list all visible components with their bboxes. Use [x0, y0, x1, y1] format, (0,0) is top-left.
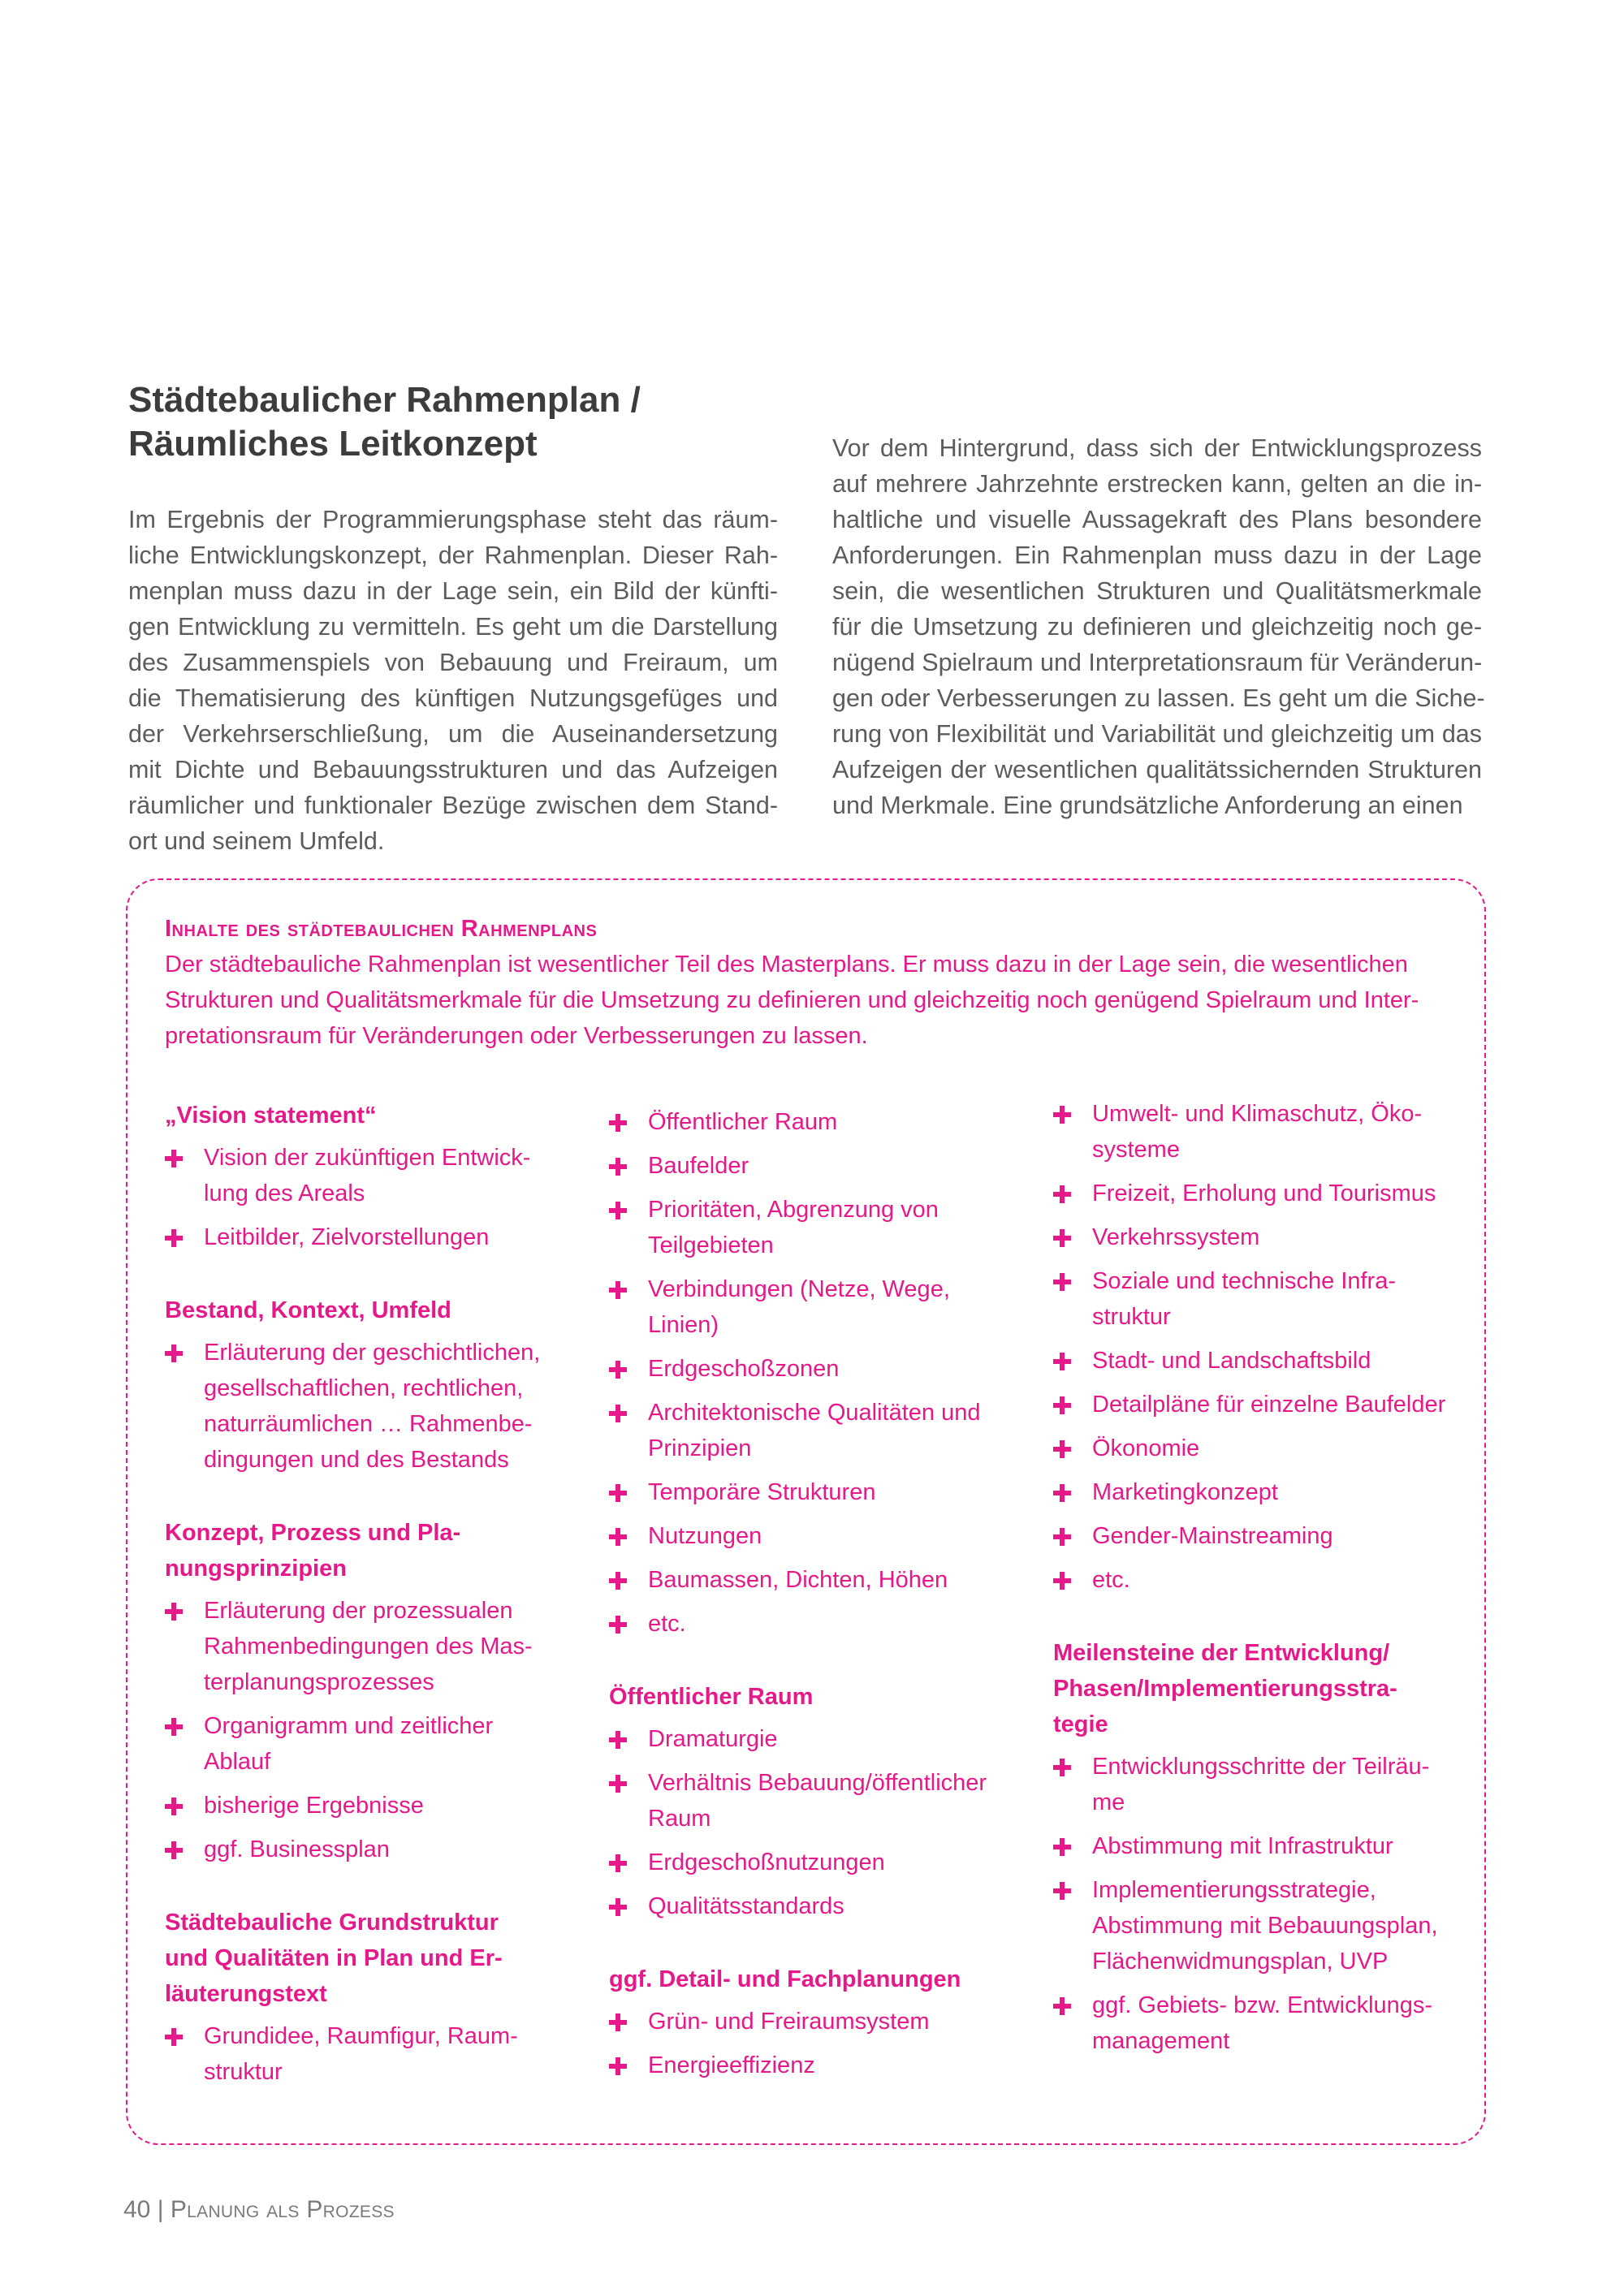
- plus-bullet-icon: [1053, 1882, 1071, 1900]
- list-item-line: Prinzipien: [648, 1435, 752, 1461]
- section-gap: [609, 1650, 1031, 1679]
- plus-bullet-icon: [609, 1361, 627, 1379]
- list-item: [165, 2018, 587, 2090]
- list-item-line: ggf. Gebiets- bzw. Entwicklungs-: [1092, 1992, 1433, 2018]
- list-item-line: Verbindungen (Netze, Wege,: [648, 1276, 950, 1302]
- list-item-line: naturräumlichen … Rahmenbe-: [204, 1411, 533, 1437]
- paragraph-line: Im Ergebnis der Programmierungsphase steht das räum-: [128, 506, 778, 533]
- list-item-line: Abstimmung mit Bebauungsplan,: [1092, 1913, 1438, 1939]
- plus-bullet-icon: [1053, 1838, 1071, 1856]
- list-item-line: struktur: [1092, 1304, 1171, 1330]
- section-heading-line: nungsprinzipien: [165, 1556, 347, 1582]
- list-item-line: Linien): [648, 1312, 719, 1338]
- paragraph-line: Aufzeigen der wesentlichen qualitätssichernden Strukturen: [832, 756, 1482, 783]
- list-item: [609, 1351, 1031, 1387]
- plus-bullet-icon: [609, 1281, 627, 1299]
- plus-bullet-icon: [609, 1405, 627, 1422]
- list-item-line: me: [1092, 1789, 1125, 1815]
- section-heading: [165, 1905, 587, 2012]
- plus-bullet-icon: [1053, 1440, 1071, 1458]
- section-heading: [165, 1293, 587, 1328]
- list-item: [609, 1192, 1031, 1263]
- list-item-line: Soziale und technische Infra-: [1092, 1268, 1396, 1294]
- list-item: [165, 1140, 587, 1211]
- paragraph-line: räumlicher und funktionaler Bezüge zwischen dem Stand-: [128, 792, 778, 819]
- list-item: [609, 1765, 1031, 1836]
- paragraph-line: für die Umsetzung zu definieren und gleichzeitig noch ge-: [832, 613, 1482, 641]
- list-item-line: struktur: [204, 2059, 283, 2085]
- chapter-title: Planung als Prozess: [170, 2196, 395, 2223]
- plus-bullet-icon: [609, 1731, 627, 1749]
- plus-bullet-icon: [1053, 1273, 1071, 1291]
- list-item: [609, 1395, 1031, 1466]
- section-heading-line: tegie: [1053, 1711, 1108, 1737]
- list-item-line: Abstimmung mit Infrastruktur: [1092, 1833, 1393, 1859]
- content-column-2: [609, 1104, 1031, 2091]
- list-item-line: Qualitätsstandards: [648, 1893, 844, 1919]
- list-item: [165, 1788, 587, 1823]
- list-item: [609, 1606, 1031, 1642]
- plus-bullet-icon: [165, 1718, 183, 1736]
- plus-bullet-icon: [609, 1114, 627, 1132]
- list-item-line: Architektonische Qualitäten und: [648, 1400, 981, 1426]
- intro-right-paragraph: [832, 430, 1485, 823]
- list-item: [609, 1271, 1031, 1343]
- section-gap: [165, 1486, 587, 1515]
- info-box-intro: [165, 947, 1440, 1054]
- heading-line: Städtebaulicher Rahmenplan /: [128, 380, 641, 420]
- section-gap: [1053, 1606, 1475, 1635]
- list-item: [165, 1832, 587, 1867]
- list-item-line: Gender-Mainstreaming: [1092, 1523, 1333, 1549]
- plus-bullet-icon: [609, 2013, 627, 2031]
- section-heading-line: Konzept, Prozess und Pla-: [165, 1520, 461, 1546]
- section-heading: [1053, 1635, 1475, 1742]
- list-item-line: Baufelder: [648, 1153, 749, 1179]
- list-item-line: etc.: [1092, 1567, 1130, 1593]
- plus-bullet-icon: [609, 1775, 627, 1793]
- paragraph-line: menplan muss dazu in der Lage sein, ein Bild der künfti-: [128, 577, 778, 605]
- section-heading-line: ggf. Detail- und Fachplanungen: [609, 1966, 961, 1992]
- info-box-intro-line: Der städtebauliche Rahmenplan ist wesentlicher Teil des Masterplans. Er muss dazu in der Lage sein, die wesentlichen: [165, 952, 1408, 978]
- plus-bullet-icon: [165, 1150, 183, 1167]
- list-item-line: Rahmenbedingungen des Mas-: [204, 1634, 533, 1659]
- section-heading-line: Bestand, Kontext, Umfeld: [165, 1297, 451, 1323]
- section-gap: [165, 1875, 587, 1905]
- info-box-intro-line: pretationsraum für Veränderungen oder Verbesserungen zu lassen.: [165, 1023, 868, 1049]
- list-item-line: Nutzungen: [648, 1523, 762, 1549]
- paragraph-line: sein, die wesentlichen Strukturen und Qualitätsmerkmale: [832, 577, 1482, 605]
- list-item: [165, 1219, 587, 1255]
- list-item-line: terplanungsprozesses: [204, 1669, 434, 1695]
- paragraph-line: des Zusammenspiels von Bebauung und Freiraum, um: [128, 649, 778, 676]
- plus-bullet-icon: [609, 1898, 627, 1916]
- plus-bullet-icon: [165, 1603, 183, 1621]
- plus-bullet-icon: [609, 1528, 627, 1546]
- section-heading-line: und Qualitäten in Plan und Er-: [165, 1945, 503, 1971]
- section-heading-line: Phasen/Implementierungsstra-: [1053, 1676, 1397, 1702]
- list-item-line: Ökonomie: [1092, 1435, 1200, 1461]
- list-item-line: systeme: [1092, 1137, 1180, 1163]
- paragraph-line: ort und seinem Umfeld.: [128, 827, 385, 855]
- plus-bullet-icon: [609, 1484, 627, 1502]
- plus-bullet-icon: [165, 1229, 183, 1247]
- list-item: [1053, 1987, 1475, 2059]
- paragraph-line: die Thematisierung des künftigen Nutzungsgefüges und: [128, 684, 778, 712]
- list-item: [165, 1335, 587, 1478]
- list-item: [165, 1593, 587, 1700]
- plus-bullet-icon: [1053, 1997, 1071, 2015]
- list-item: [1053, 1219, 1475, 1255]
- section-gap: [165, 1263, 587, 1293]
- intro-left-paragraph: [128, 502, 778, 859]
- info-box-title: Inhalte des städtebaulichen Rahmenplans: [165, 916, 598, 942]
- plus-bullet-icon: [609, 1854, 627, 1872]
- list-item-line: Prioritäten, Abgrenzung von: [648, 1197, 939, 1223]
- paragraph-line: mit Dichte und Bebauungsstrukturen und das Aufzeigen: [128, 756, 778, 783]
- section-heading-line: Städtebauliche Grundstruktur: [165, 1910, 499, 1936]
- list-item-line: Temporäre Strukturen: [648, 1479, 876, 1505]
- list-item-line: Erdgeschoßnutzungen: [648, 1849, 885, 1875]
- list-item: [1053, 1474, 1475, 1510]
- list-item-line: Teilgebieten: [648, 1232, 774, 1258]
- list-item-line: Grundidee, Raumfigur, Raum-: [204, 2023, 518, 2049]
- plus-bullet-icon: [165, 1798, 183, 1815]
- list-item: [609, 1562, 1031, 1598]
- section-heading-line: Öffentlicher Raum: [609, 1684, 814, 1710]
- paragraph-line: und Merkmale. Eine grundsätzliche Anforderung an einen: [832, 792, 1463, 819]
- list-item-line: Implementierungsstrategie,: [1092, 1877, 1376, 1903]
- list-item-line: Grün- und Freiraumsystem: [648, 2009, 930, 2035]
- section-heading: [609, 1962, 1031, 1997]
- list-item: [609, 1888, 1031, 1924]
- list-item: [1053, 1343, 1475, 1379]
- section-heading: [165, 1098, 587, 1133]
- list-item-line: Stadt- und Landschaftsbild: [1092, 1348, 1371, 1374]
- info-box-intro-line: Strukturen und Qualitätsmerkmale für die Umsetzung zu definieren und gleichzeitig noch genügend Spielraum und Inter-: [165, 987, 1419, 1013]
- list-item: [165, 1708, 587, 1780]
- page-heading: [128, 378, 810, 466]
- paragraph-line: gen oder Verbesserungen zu lassen. Es geht um die Siche-: [832, 684, 1485, 712]
- page-number: 40: [123, 2196, 151, 2223]
- list-item-line: Umwelt- und Klimaschutz, Öko-: [1092, 1101, 1423, 1127]
- list-item: [609, 1148, 1031, 1184]
- list-item: [609, 1104, 1031, 1140]
- section-gap: [609, 1932, 1031, 1962]
- list-item-line: Flächenwidmungsplan, UVP: [1092, 1949, 1389, 1974]
- list-item-line: Organigramm und zeitlicher: [204, 1713, 494, 1739]
- list-item-line: Öffentlicher Raum: [648, 1109, 838, 1135]
- list-item-line: Erdgeschoßzonen: [648, 1356, 840, 1382]
- list-item: [609, 2004, 1031, 2039]
- list-item-line: Raum: [648, 1806, 711, 1832]
- list-item-line: Baumassen, Dichten, Höhen: [648, 1567, 948, 1593]
- list-item-line: gesellschaftlichen, rechtlichen,: [204, 1375, 524, 1401]
- list-item: [609, 1721, 1031, 1757]
- list-item-line: etc.: [648, 1611, 686, 1637]
- list-item-line: Marketingkonzept: [1092, 1479, 1278, 1505]
- paragraph-line: gen Entwicklung zu vermitteln. Es geht um die Darstellung: [128, 613, 778, 641]
- plus-bullet-icon: [1053, 1484, 1071, 1502]
- list-item-line: Erläuterung der prozessualen: [204, 1598, 513, 1624]
- plus-bullet-icon: [1053, 1229, 1071, 1247]
- list-item: [1053, 1387, 1475, 1422]
- list-item: [1053, 1176, 1475, 1211]
- paragraph-line: rung von Flexibilität und Variabilität und gleichzeitig um das: [832, 720, 1482, 748]
- list-item-line: Detailpläne für einzelne Baufelder: [1092, 1392, 1446, 1418]
- plus-bullet-icon: [1053, 1528, 1071, 1546]
- list-item: [1053, 1828, 1475, 1864]
- plus-bullet-icon: [1053, 1572, 1071, 1590]
- plus-bullet-icon: [165, 2028, 183, 2046]
- page-footer: [123, 2194, 395, 2226]
- section-heading-line: Meilensteine der Entwicklung/: [1053, 1640, 1390, 1666]
- plus-bullet-icon: [165, 1841, 183, 1859]
- list-item-line: bisherige Ergebnisse: [204, 1793, 424, 1819]
- plus-bullet-icon: [609, 1158, 627, 1176]
- plus-bullet-icon: [1053, 1106, 1071, 1124]
- list-item: [1053, 1518, 1475, 1554]
- list-item: [1053, 1872, 1475, 1979]
- list-item-line: Verkehrssystem: [1092, 1224, 1260, 1250]
- list-item-line: ggf. Businessplan: [204, 1836, 390, 1862]
- list-item-line: Dramaturgie: [648, 1726, 778, 1752]
- section-heading-line: „Vision statement“: [165, 1103, 377, 1129]
- paragraph-line: nügend Spielraum und Interpretationsraum für Veränderun-: [832, 649, 1483, 676]
- list-item-line: management: [1092, 2028, 1230, 2054]
- list-item-line: Leitbilder, Zielvorstellungen: [204, 1224, 490, 1250]
- list-item-line: dingungen und des Bestands: [204, 1447, 509, 1473]
- list-item-line: Energieeffizienz: [648, 2052, 815, 2078]
- plus-bullet-icon: [1053, 1396, 1071, 1414]
- paragraph-line: der Verkehrserschließung, um die Auseinandersetzung: [128, 720, 778, 748]
- list-item-line: Vision der zukünftigen Entwick-: [204, 1145, 531, 1171]
- plus-bullet-icon: [609, 2057, 627, 2075]
- list-item-line: Ablauf: [204, 1749, 271, 1775]
- list-item-line: Entwicklungsschritte der Teilräu-: [1092, 1754, 1430, 1780]
- paragraph-line: Anforderungen. Ein Rahmenplan muss dazu in der Lage: [832, 542, 1482, 569]
- heading-line: Räumliches Leitkonzept: [128, 424, 538, 464]
- list-item-line: lung des Areals: [204, 1180, 365, 1206]
- plus-bullet-icon: [609, 1572, 627, 1590]
- plus-bullet-icon: [609, 1202, 627, 1219]
- list-item-line: Erläuterung der geschichtlichen,: [204, 1340, 541, 1366]
- content-column-3: [1053, 1096, 1475, 2067]
- list-item: [609, 1518, 1031, 1554]
- list-item-line: Verhältnis Bebauung/öffentlicher: [648, 1770, 987, 1796]
- section-heading: [165, 1515, 587, 1586]
- list-item: [1053, 1431, 1475, 1466]
- paragraph-line: auf mehrere Jahrzehnte erstrecken kann, gelten an die in-: [832, 470, 1482, 498]
- list-item: [1053, 1096, 1475, 1167]
- list-item: [609, 2048, 1031, 2083]
- list-item: [1053, 1263, 1475, 1335]
- list-item: [1053, 1562, 1475, 1598]
- plus-bullet-icon: [1053, 1185, 1071, 1203]
- paragraph-line: Vor dem Hintergrund, dass sich der Entwicklungsprozess: [832, 434, 1482, 462]
- plus-bullet-icon: [1053, 1353, 1071, 1370]
- plus-bullet-icon: [609, 1616, 627, 1634]
- list-item: [609, 1474, 1031, 1510]
- section-heading-line: läuterungstext: [165, 1981, 327, 2007]
- plus-bullet-icon: [165, 1344, 183, 1362]
- content-column-1: [165, 1098, 587, 2098]
- list-item: [1053, 1749, 1475, 1820]
- paragraph-line: haltliche und visuelle Aussagekraft des Plans besondere: [832, 506, 1482, 533]
- paragraph-line: liche Entwicklungskonzept, der Rahmenplan. Dieser Rah-: [128, 542, 778, 569]
- list-item: [609, 1845, 1031, 1880]
- section-heading: [609, 1679, 1031, 1715]
- list-item-line: Freizeit, Erholung und Tourismus: [1092, 1180, 1436, 1206]
- plus-bullet-icon: [1053, 1759, 1071, 1776]
- footer-separator: |: [157, 2196, 164, 2223]
